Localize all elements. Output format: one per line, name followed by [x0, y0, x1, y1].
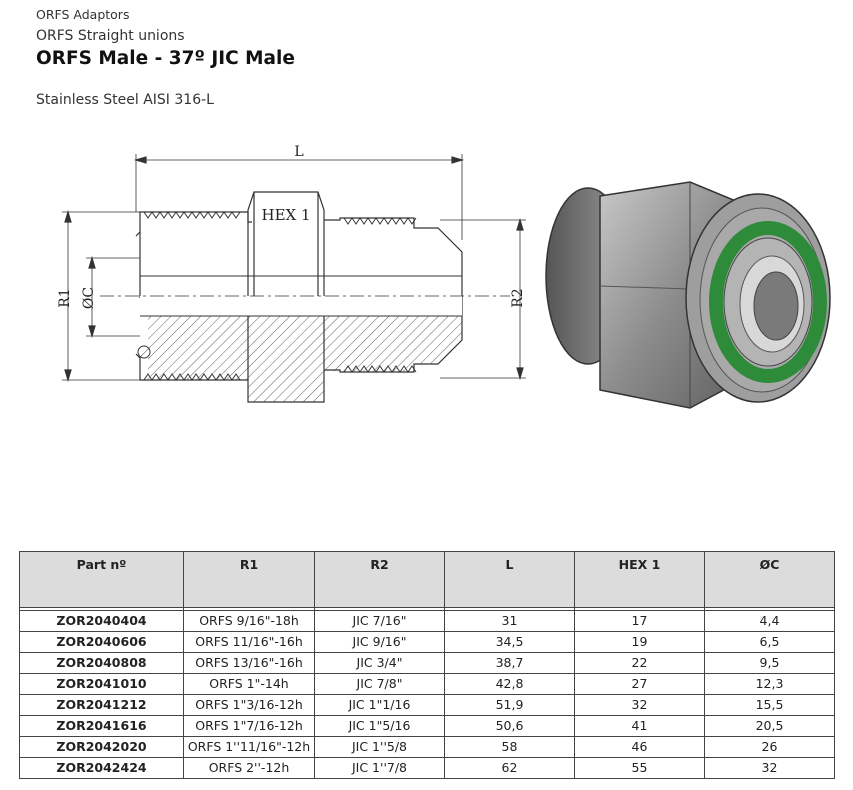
- cell-l: 58: [445, 737, 575, 758]
- cell-c: 9,5: [705, 653, 835, 674]
- cell-hex: 19: [575, 632, 705, 653]
- dim-c-label: ØC: [81, 286, 97, 310]
- cell-l: 51,9: [445, 695, 575, 716]
- col-header-hex: HEX 1: [575, 552, 705, 608]
- cell-hex: 27: [575, 674, 705, 695]
- col-header-r2: R2: [315, 552, 445, 608]
- cell-part: ZOR2041616: [20, 716, 184, 737]
- spec-table: [19, 551, 835, 779]
- cell-part: ZOR2041212: [20, 695, 184, 716]
- cell-r1: ORFS 13/16"-16h: [184, 653, 315, 674]
- dim-r1-label: R1: [57, 288, 73, 308]
- cell-r1: ORFS 9/16"-18h: [184, 611, 315, 632]
- table-row: [20, 758, 835, 779]
- cell-c: 12,3: [705, 674, 835, 695]
- subcategory-label: ORFS Straight unions: [36, 28, 185, 44]
- cell-l: 50,6: [445, 716, 575, 737]
- category-label: ORFS Adaptors: [36, 7, 130, 22]
- cell-part: ZOR2042020: [20, 737, 184, 758]
- fitting-3d-render: [540, 176, 840, 416]
- cell-part: ZOR2042424: [20, 758, 184, 779]
- material-label: Stainless Steel AISI 316-L: [36, 92, 214, 108]
- col-header-c: ØC: [705, 552, 835, 608]
- cell-l: 62: [445, 758, 575, 779]
- table-row: [20, 716, 835, 737]
- cell-r2: JIC 1''5/8: [315, 737, 445, 758]
- dim-hex-label: HEX 1: [261, 206, 311, 224]
- cell-c: 20,5: [705, 716, 835, 737]
- cell-part: ZOR2040808: [20, 653, 184, 674]
- cell-r2: JIC 9/16": [315, 632, 445, 653]
- technical-drawing: [40, 140, 530, 420]
- cell-c: 15,5: [705, 695, 835, 716]
- cell-hex: 41: [575, 716, 705, 737]
- cell-r1: ORFS 1"3/16-12h: [184, 695, 315, 716]
- cell-r2: JIC 1"1/16: [315, 695, 445, 716]
- cell-r2: JIC 1''7/8: [315, 758, 445, 779]
- cell-hex: 46: [575, 737, 705, 758]
- table-row: [20, 611, 835, 632]
- cell-l: 31: [445, 611, 575, 632]
- cell-l: 34,5: [445, 632, 575, 653]
- cell-r1: ORFS 1''11/16"-12h: [184, 737, 315, 758]
- cell-l: 38,7: [445, 653, 575, 674]
- cell-r2: JIC 7/8": [315, 674, 445, 695]
- cell-hex: 32: [575, 695, 705, 716]
- table-row: [20, 695, 835, 716]
- page-title: ORFS Male - 37º JIC Male: [36, 48, 295, 69]
- table-row: [20, 737, 835, 758]
- table-header-row: [20, 552, 835, 608]
- table-row: [20, 653, 835, 674]
- col-header-part: Part nº: [20, 552, 184, 608]
- col-header-r1: R1: [184, 552, 315, 608]
- cell-hex: 22: [575, 653, 705, 674]
- cell-r1: ORFS 2''-12h: [184, 758, 315, 779]
- cell-r2: JIC 1"5/16: [315, 716, 445, 737]
- cell-c: 26: [705, 737, 835, 758]
- cell-r2: JIC 3/4": [315, 653, 445, 674]
- cell-c: 32: [705, 758, 835, 779]
- cell-hex: 55: [575, 758, 705, 779]
- cell-c: 6,5: [705, 632, 835, 653]
- cell-r1: ORFS 11/16"-16h: [184, 632, 315, 653]
- cell-part: ZOR2041010: [20, 674, 184, 695]
- table-row: [20, 632, 835, 653]
- table-row: [20, 674, 835, 695]
- dim-l-label: L: [294, 144, 304, 160]
- col-header-l: L: [445, 552, 575, 608]
- cell-part: ZOR2040606: [20, 632, 184, 653]
- cell-l: 42,8: [445, 674, 575, 695]
- cell-part: ZOR2040404: [20, 611, 184, 632]
- cell-r1: ORFS 1"-14h: [184, 674, 315, 695]
- cell-r2: JIC 7/16": [315, 611, 445, 632]
- cell-c: 4,4: [705, 611, 835, 632]
- cell-r1: ORFS 1"7/16-12h: [184, 716, 315, 737]
- cell-hex: 17: [575, 611, 705, 632]
- dim-r2-label: R2: [510, 288, 526, 308]
